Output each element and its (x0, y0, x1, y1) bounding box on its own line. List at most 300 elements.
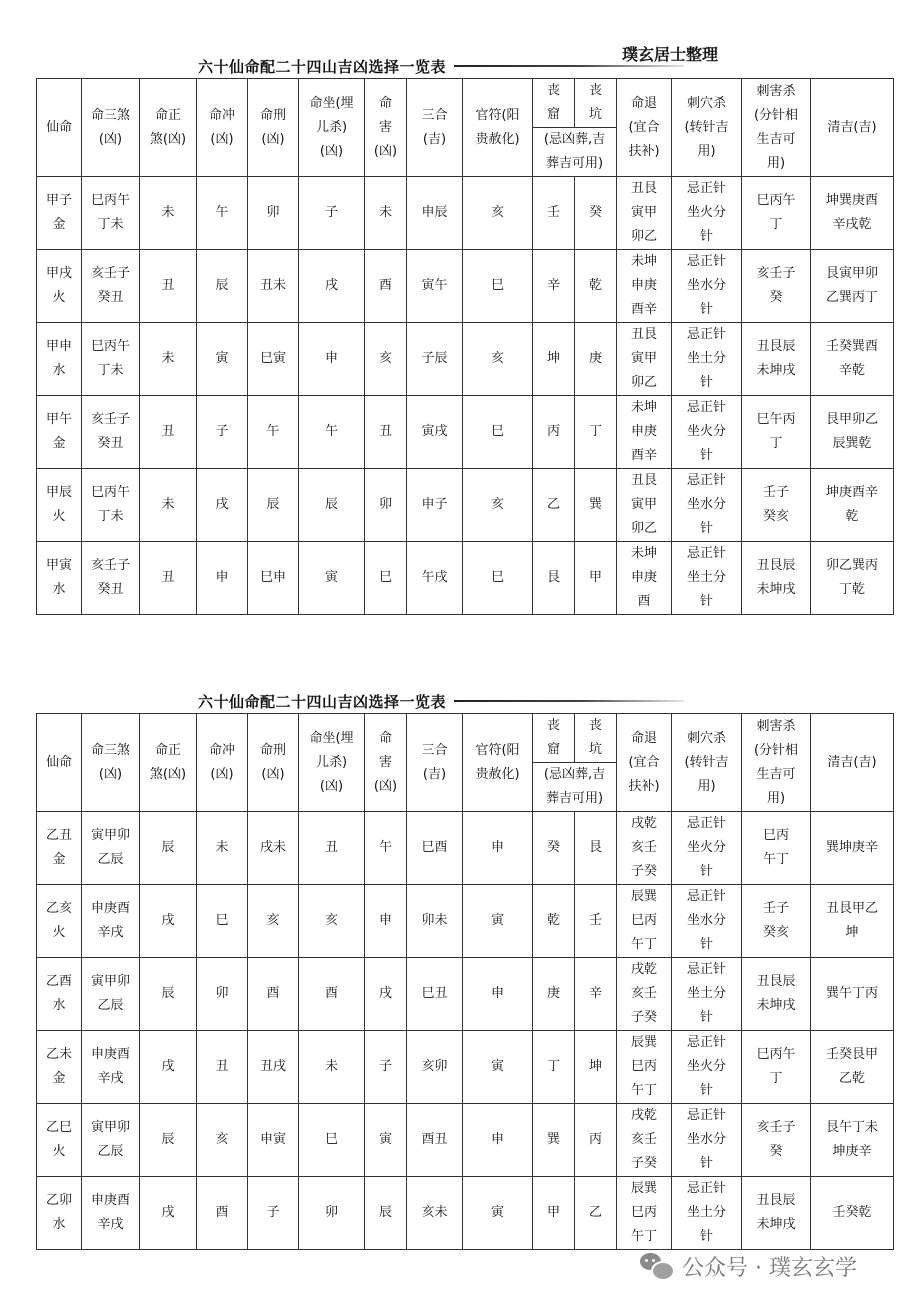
cell-line: 卯乙 (630, 375, 657, 390)
cell-sanhe (407, 542, 463, 615)
cell-line: 甲辰 (45, 485, 72, 500)
cell-line: 甲 (588, 570, 602, 585)
header-sangku (533, 714, 575, 763)
cell-xianming (37, 250, 82, 323)
cell-line: 寅 (490, 1205, 504, 1220)
footer-label: 公众号 · 璞玄玄学 (682, 1255, 857, 1281)
cell-line: 丑未 (259, 278, 286, 293)
cell-line: 戌 (215, 497, 229, 512)
cell-line: 辛戌 (97, 925, 124, 940)
header-zuo (299, 714, 365, 812)
cell-line: 丧 (588, 718, 602, 733)
cell-line: 害 (378, 119, 392, 135)
cell-line: 巳申 (259, 570, 286, 585)
cell-zuo (299, 250, 365, 323)
cell-line: 丙 (588, 1132, 602, 1147)
cell-cihai (742, 469, 811, 542)
cell-line: 甲午 (45, 412, 72, 427)
cell-line: 坤 (546, 351, 560, 366)
cell-line: 乙亥 (45, 901, 72, 916)
cell-line: 丁乾 (838, 582, 865, 597)
cell-chong (197, 177, 248, 250)
cell-chong (197, 469, 248, 542)
cell-line: 忌正针 (686, 546, 726, 561)
cell-line: 丑 (215, 1059, 229, 1074)
header-sansha (82, 79, 140, 177)
cell-line: 卯 (266, 205, 280, 220)
cell-line: 艮午丁未 (825, 1120, 878, 1135)
cell-line: 丧 (546, 83, 560, 98)
cell-sanhe (407, 177, 463, 250)
cell-line: 癸亥 (762, 509, 789, 524)
cell-cihai (742, 1104, 811, 1177)
cell-line: (吉) (422, 766, 447, 782)
cell-line: 乙丑 (45, 828, 72, 843)
cell-line: 坐土分 (686, 1205, 726, 1220)
cell-line: 庚 (588, 351, 602, 366)
wechat-icon (640, 1253, 672, 1279)
cell-zuo (299, 885, 365, 958)
cell-zuo (299, 542, 365, 615)
header-sang-note (533, 128, 617, 177)
cell-line: 酉 (215, 1205, 229, 1220)
cell-line: 子辰 (421, 351, 448, 366)
cell-line: 命刑 (259, 742, 286, 758)
cell-tui (617, 1104, 672, 1177)
cell-cihai (742, 885, 811, 958)
cell-line: 癸丑 (97, 290, 124, 305)
header-row (37, 79, 894, 128)
cell-line: 巳 (215, 913, 229, 928)
cell-line: 坤 (845, 925, 859, 940)
cell-tui (617, 323, 672, 396)
cell-line: 辰 (161, 986, 175, 1001)
cell-tui (617, 250, 672, 323)
cell-line: 三合 (421, 107, 448, 123)
cell-line: 丑 (161, 278, 175, 293)
cell-line: (凶) (98, 766, 123, 782)
cell-sansha (82, 1177, 140, 1250)
cell-zhengsha (140, 323, 197, 396)
cell-line: 庚 (546, 986, 560, 1001)
cell-xianming (37, 469, 82, 542)
cell-cihai (742, 396, 811, 469)
cell-line: 申 (490, 840, 504, 855)
cell-xianming (37, 1031, 82, 1104)
cell-line: 坤 (588, 1059, 602, 1074)
cell-sansha (82, 885, 140, 958)
header-qingji (811, 714, 894, 812)
cell-line: 辰巽 (630, 889, 657, 904)
cell-sangku (533, 1104, 575, 1177)
cell-hai (365, 958, 407, 1031)
cell-line: 丁 (769, 436, 783, 451)
header-cixue (672, 714, 742, 812)
cell-line: 丑 (161, 570, 175, 585)
cell-line: 坑 (588, 107, 602, 122)
cell-line: 害 (378, 754, 392, 770)
cell-line: (分针相 (753, 742, 799, 758)
cell-line: 戌乾 (630, 962, 657, 977)
table-row (37, 812, 894, 885)
cell-line: 用) (766, 790, 786, 806)
cell-tui (617, 1031, 672, 1104)
cell-line: 巳午丙 (756, 412, 796, 427)
cell-line: 申 (490, 1132, 504, 1147)
cell-line: 乙辰 (97, 1144, 124, 1159)
cell-line: 丁 (546, 1059, 560, 1074)
cell-line: 巳丙 (630, 913, 657, 928)
cell-cixue (672, 250, 742, 323)
cell-tui (617, 885, 672, 958)
cell-xianming (37, 1104, 82, 1177)
cell-line: 忌正针 (686, 889, 726, 904)
cell-guanfu (463, 250, 533, 323)
cell-line: 艮 (546, 570, 560, 585)
cell-line: 辰巽 (630, 1181, 657, 1196)
header-guanfu (463, 79, 533, 177)
cell-zhengsha (140, 885, 197, 958)
cell-chong (197, 958, 248, 1031)
cell-sanhe (407, 469, 463, 542)
cell-cixue (672, 323, 742, 396)
cell-line: 子癸 (630, 1010, 657, 1025)
table-row (37, 885, 894, 958)
cell-line: 忌正针 (686, 254, 726, 269)
cell-line: 丁未 (97, 217, 124, 232)
cell-hai (365, 812, 407, 885)
cell-line: 卯 (324, 1205, 338, 1220)
cell-line: 丑艮辰 (756, 339, 796, 354)
cell-line: 酉辛 (630, 448, 657, 463)
cell-line: 申庚 (630, 278, 657, 293)
cell-line: 巳丙午 (90, 193, 130, 208)
cell-line: 坐火分 (686, 1059, 726, 1074)
author-credit: 璞玄居士整理 (622, 45, 719, 64)
cell-line: 申庚 (630, 424, 657, 439)
cell-sanhe (407, 396, 463, 469)
cell-zhengsha (140, 958, 197, 1031)
cell-hai (365, 396, 407, 469)
cell-line: 丑 (378, 424, 392, 439)
cell-line: 仙命 (45, 119, 72, 135)
header-zuo (299, 79, 365, 177)
title-row (36, 685, 893, 713)
cell-sanhe (407, 812, 463, 885)
cell-xianming (37, 885, 82, 958)
cell-line: 子 (266, 1205, 280, 1220)
cell-line: 亥卯 (421, 1059, 448, 1074)
cell-line: 生吉可 (756, 766, 796, 782)
cell-line: 巳丙午 (90, 485, 130, 500)
cell-guanfu (463, 469, 533, 542)
table-row (37, 250, 894, 323)
cell-line: 乙酉 (45, 974, 72, 989)
cell-line: 申辰 (421, 205, 448, 220)
cell-line: 未坤 (630, 400, 657, 415)
cell-line: 巳丙午 (756, 1047, 796, 1062)
table-row (37, 1104, 894, 1177)
cell-line: 乙巽丙丁 (825, 290, 878, 305)
cell-guanfu (463, 1104, 533, 1177)
cell-line: 葬吉可用) (545, 156, 604, 171)
cell-line: 命三煞 (90, 107, 130, 123)
cell-line: 甲 (546, 1205, 560, 1220)
cell-qingji (811, 885, 894, 958)
cell-line: 乾 (845, 509, 859, 524)
cell-line: 巳 (490, 278, 504, 293)
header-guanfu (463, 714, 533, 812)
table-block-2 (36, 685, 893, 1250)
cell-xianming (37, 958, 82, 1031)
cell-cixue (672, 885, 742, 958)
cell-hai (365, 1031, 407, 1104)
cell-zhengsha (140, 396, 197, 469)
header-chong (197, 714, 248, 812)
cell-cihai (742, 958, 811, 1031)
cell-line: 巳寅 (259, 351, 286, 366)
cell-chong (197, 323, 248, 396)
cell-line: 巽坤庚辛 (825, 840, 878, 855)
cell-line: 巳 (490, 424, 504, 439)
cell-line: (凶) (319, 778, 344, 794)
cell-line: 仙命 (45, 754, 72, 770)
cell-sangkeng (575, 1177, 617, 1250)
cell-line: 儿杀) (315, 119, 348, 135)
table-row (37, 1177, 894, 1250)
cell-tui (617, 469, 672, 542)
cell-line: 乙辰 (97, 852, 124, 867)
table-row (37, 542, 894, 615)
cell-line: 午丁 (762, 852, 789, 867)
cell-zhengsha (140, 1104, 197, 1177)
cell-sangku (533, 396, 575, 469)
cell-line: 丑艮辰 (756, 558, 796, 573)
cell-line: 忌正针 (686, 181, 726, 196)
cell-line: 辰 (266, 497, 280, 512)
cell-guanfu (463, 177, 533, 250)
cell-line: 乙巳 (45, 1120, 72, 1135)
cell-line: 辰 (161, 1132, 175, 1147)
cell-line: 水 (52, 363, 66, 378)
cell-line: 丑 (161, 424, 175, 439)
cell-line: 针 (699, 521, 713, 536)
cell-line: 未坤戌 (756, 1217, 796, 1232)
cell-sangku (533, 1031, 575, 1104)
cell-line: 酉 (378, 278, 392, 293)
cell-line: 申寅 (259, 1132, 286, 1147)
cell-zuo (299, 323, 365, 396)
cell-line: 丑艮 (630, 473, 657, 488)
header-hai (365, 79, 407, 177)
cell-line: 亥壬子 (756, 1120, 796, 1135)
cell-line: 巳丙 (630, 1059, 657, 1074)
cell-line: 辰 (378, 1205, 392, 1220)
cell-qingji (811, 812, 894, 885)
cell-sangku (533, 885, 575, 958)
cell-line: 癸 (769, 290, 783, 305)
cell-line: 壬 (546, 205, 560, 220)
cell-line: 坐土分 (686, 351, 726, 366)
cell-line: 巳 (378, 570, 392, 585)
cell-hai (365, 885, 407, 958)
cell-xing (248, 250, 299, 323)
cell-line: (分针相 (753, 107, 799, 123)
header-zhengsha (140, 79, 197, 177)
cell-line: 酉 (324, 986, 338, 1001)
cell-line: 子 (215, 424, 229, 439)
cell-line: 甲寅 (45, 558, 72, 573)
footer-watermark (640, 1250, 857, 1282)
cell-line: 寅甲 (630, 205, 657, 220)
cell-line: 丙 (546, 424, 560, 439)
cell-tui (617, 177, 672, 250)
cell-line: 针 (699, 1229, 713, 1244)
cell-sanhe (407, 1031, 463, 1104)
cell-line: 巽 (546, 1132, 560, 1147)
cell-line: 针 (699, 302, 713, 317)
cell-line: 丑艮辰 (756, 1193, 796, 1208)
cell-zhengsha (140, 1177, 197, 1250)
cell-line: 金 (52, 1071, 66, 1086)
cell-line: 亥壬子 (756, 266, 796, 281)
cell-line: 卯乙 (630, 521, 657, 536)
header-chong (197, 79, 248, 177)
cell-tui (617, 396, 672, 469)
cell-xianming (37, 323, 82, 396)
cell-guanfu (463, 396, 533, 469)
cell-line: 寅 (215, 351, 229, 366)
cell-line: 申庚 (630, 570, 657, 585)
cell-qingji (811, 396, 894, 469)
cell-sangkeng (575, 250, 617, 323)
cell-sanhe (407, 250, 463, 323)
cell-sangku (533, 250, 575, 323)
cell-line: 申庚酉 (90, 1047, 130, 1062)
cell-guanfu (463, 958, 533, 1031)
cell-line: 金 (52, 436, 66, 451)
cell-sangku (533, 958, 575, 1031)
cell-zuo (299, 1031, 365, 1104)
cell-line: 亥 (378, 351, 392, 366)
cell-line: 壬 (588, 913, 602, 928)
cell-line: 命刑 (259, 107, 286, 123)
cell-line: 寅戌 (421, 424, 448, 439)
table-row (37, 958, 894, 1031)
cell-line: 丧 (546, 718, 560, 733)
cell-line: 贵赦化) (475, 131, 520, 147)
cell-line: 命正 (154, 742, 181, 758)
cell-line: 午戌 (421, 570, 448, 585)
header-cixue (672, 79, 742, 177)
cell-sangkeng (575, 1031, 617, 1104)
cell-line: 刺穴杀 (686, 95, 726, 111)
cell-xing (248, 1031, 299, 1104)
cell-line: 辛戌 (97, 1217, 124, 1232)
cell-sanhe (407, 958, 463, 1031)
cell-line: 辰 (161, 840, 175, 855)
cell-xing (248, 396, 299, 469)
cell-line: 金 (52, 852, 66, 867)
cell-hai (365, 323, 407, 396)
cell-line: 乙 (588, 1205, 602, 1220)
cell-line: 申庚酉 (90, 1193, 130, 1208)
cell-guanfu (463, 1177, 533, 1250)
cell-line: 乙辰 (97, 998, 124, 1013)
cell-line: 忌正针 (686, 400, 726, 415)
cell-line: 命 (378, 95, 392, 111)
cell-sanhe (407, 885, 463, 958)
cell-line: 丑艮甲乙 (825, 901, 878, 916)
header-tui (617, 79, 672, 177)
cell-line: 未坤 (630, 254, 657, 269)
cell-line: 卯乙巽丙 (825, 558, 878, 573)
cell-cixue (672, 812, 742, 885)
cell-cixue (672, 396, 742, 469)
cell-line: 煞(凶) (149, 766, 187, 782)
cell-line: 酉 (266, 986, 280, 1001)
cell-line: 针 (699, 448, 713, 463)
cell-line: 酉 (637, 594, 651, 609)
cell-cihai (742, 1177, 811, 1250)
cell-qingji (811, 177, 894, 250)
cell-line: 酉辛 (630, 302, 657, 317)
cell-line: 癸亥 (762, 925, 789, 940)
cell-line: 未 (161, 497, 175, 512)
cell-xianming (37, 812, 82, 885)
cell-line: 寅午 (421, 278, 448, 293)
cell-tui (617, 542, 672, 615)
cell-line: 丧 (588, 83, 602, 98)
cell-chong (197, 542, 248, 615)
cell-line: 清吉(吉) (827, 119, 877, 135)
cell-cixue (672, 1177, 742, 1250)
cell-line: 针 (699, 1156, 713, 1171)
cell-cihai (742, 1031, 811, 1104)
cell-line: 辛乾 (838, 363, 865, 378)
cell-line: 寅 (324, 570, 338, 585)
cell-chong (197, 812, 248, 885)
header-hai (365, 714, 407, 812)
header-sang-note (533, 763, 617, 812)
cell-line: 扶补) (628, 778, 660, 794)
cell-cihai (742, 250, 811, 323)
table-row (37, 177, 894, 250)
cell-line: 忌正针 (686, 1108, 726, 1123)
cell-cihai (742, 177, 811, 250)
cell-qingji (811, 323, 894, 396)
cell-line: 亥壬子 (90, 412, 130, 427)
cell-line: (凶) (373, 143, 398, 159)
cell-line: 乙 (546, 497, 560, 512)
cell-cixue (672, 958, 742, 1031)
cell-line: 坐火分 (686, 424, 726, 439)
header-cihai (742, 714, 811, 812)
header-xianming (37, 714, 82, 812)
cell-line: 戌乾 (630, 816, 657, 831)
cell-line: 官符(阳 (475, 107, 520, 123)
cell-line: 巳酉 (421, 840, 448, 855)
cell-chong (197, 1104, 248, 1177)
cell-line: 巳丙 (762, 828, 789, 843)
cell-line: 癸 (769, 1144, 783, 1159)
cell-line: 忌正针 (686, 1035, 726, 1050)
cell-line: 寅 (490, 1059, 504, 1074)
cell-line: 忌正针 (686, 473, 726, 488)
cell-line: 卯 (378, 497, 392, 512)
cell-line: 癸丑 (97, 436, 124, 451)
cell-line: 艮寅甲卯 (825, 266, 878, 281)
